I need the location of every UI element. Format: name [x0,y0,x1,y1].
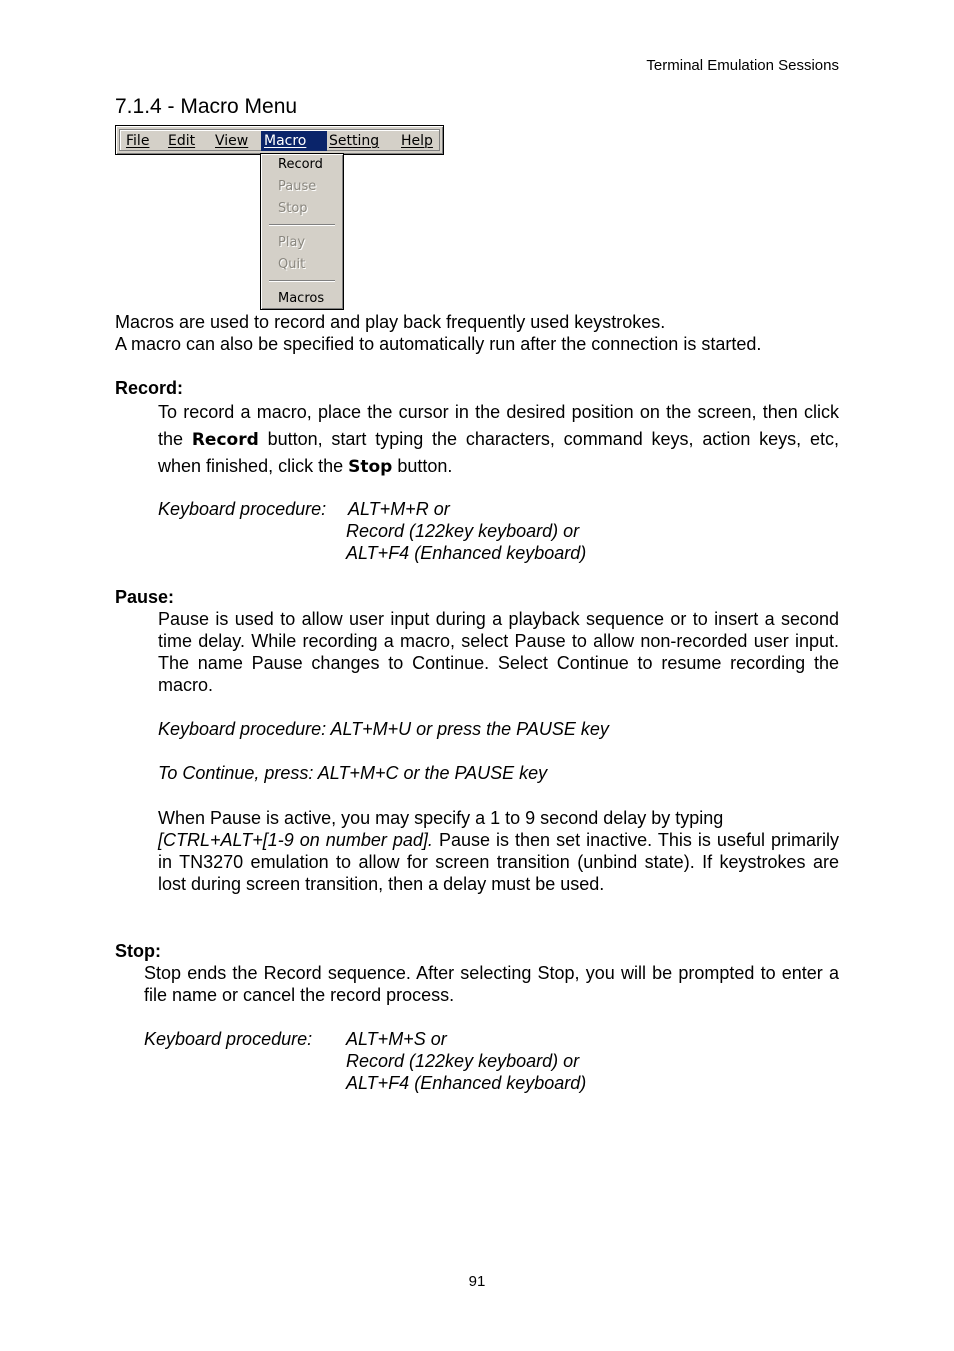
pause-continue: To Continue, press: ALT+M+C or the PAUSE key [158,763,548,783]
stop-kb-label: Keyboard procedure: [144,1029,313,1049]
record-kb-label: Keyboard procedure: [158,499,327,519]
record-kb-line: Record (122key keyboard) or [346,521,580,541]
menu-option-macros[interactable]: Macros [278,291,325,306]
pause-paragraph: Pause is used to allow user input during a playback sequence or to insert a second time delay. While recording a macro, select Pause to allow non-recorded user input. The name Pause changes to Continue. Select Continue to resume recording the macro. [158,609,839,695]
menu-option-stop[interactable]: Stop [278,201,308,216]
menu-edit[interactable]: Edit [168,133,196,149]
stop-kb-line: Record (122key keyboard) or [346,1051,580,1071]
intro-paragraph [115,311,839,355]
stop-heading: Stop: [115,941,161,961]
macro-dropdown-menu [260,153,344,310]
record-paragraph [158,399,839,481]
menu-macro[interactable]: Macro [261,131,327,151]
stop-paragraph: Stop ends the Record sequence. After selecting Stop, you will be prompted to enter a file name or cancel the record process. [144,963,839,1005]
menu-option-quit[interactable]: Quit [278,257,306,272]
pause-delay-text: Pause is then set inactive. This is useful primarily in TN3270 emulation to allow for screen transition (unbind state). If keystrokes are lost during screen transition, then a delay must be used. [158,830,839,894]
record-text: To record a macro, place the cursor in the desired position on the screen, then click the [158,402,839,449]
pause-delay-paragraph [158,829,839,895]
pause-kb: Keyboard procedure: ALT+M+U or press the PAUSE key [158,719,609,739]
page-number: 91 [468,1273,486,1290]
record-text: button. [397,456,453,476]
menu-help[interactable]: Help [401,133,433,149]
running-header: Terminal Emulation Sessions [646,57,839,74]
menu-option-play[interactable]: Play [278,235,306,250]
pause-delay-keys: [CTRL+ALT+[1-9 on number pad]. [158,830,433,850]
menu-separator [269,224,335,226]
menu-setting[interactable]: Setting [329,133,380,149]
menu-option-pause[interactable]: Pause [278,179,317,194]
record-button-label: Record [191,429,259,450]
menu-option-record[interactable]: Record [278,157,323,172]
record-text: button, start typing the characters, command keys, action keys, etc, when finished, click the [158,428,839,476]
intro-line: Macros are used to record and play back frequently used keystrokes. [115,312,666,332]
record-kb-line: ALT+F4 (Enhanced keyboard) [346,543,587,563]
pause-heading: Pause: [115,587,175,607]
stop-button-label: Stop [348,457,393,477]
record-heading: Record: [115,378,184,398]
menu-view[interactable]: View [215,133,249,149]
pause-delay-line: When Pause is active, you may specify a 1 to 9 second delay by typing [158,808,724,828]
menu-separator [269,280,335,282]
record-kb-line: ALT+M+R or [348,499,450,519]
stop-kb-line: ALT+F4 (Enhanced keyboard) [346,1073,587,1093]
stop-kb-line: ALT+M+S or [346,1029,447,1049]
intro-line: A macro can also be specified to automatically run after the connection is started. [115,334,762,354]
section-title: 7.1.4 - Macro Menu [115,95,298,118]
menu-file[interactable]: File [126,133,150,149]
